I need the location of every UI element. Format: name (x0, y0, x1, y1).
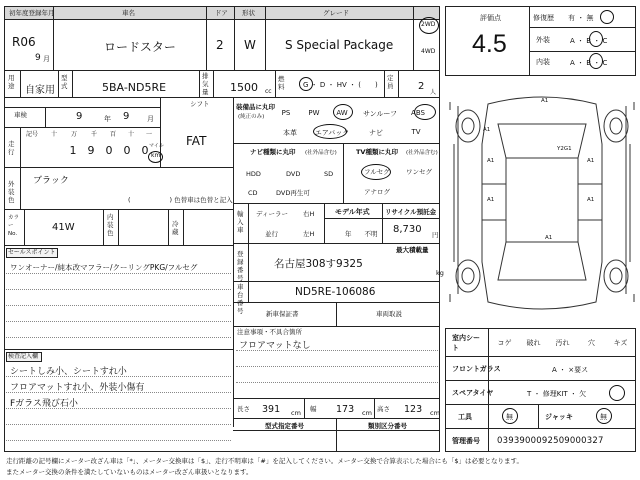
capacity-label: 定員 (387, 74, 394, 90)
width-label: 幅 (310, 405, 317, 413)
inspector-line-1: シートしみ小、シートすれ小 (10, 367, 127, 377)
inspection-year-unit: 年 (104, 115, 111, 123)
tools-value: 無 (506, 413, 513, 421)
chassis-label: 車台番号 (237, 283, 244, 315)
exterior-b-circle (589, 31, 603, 47)
door-label: ドア (215, 9, 228, 17)
vehicle-manual: 車両取説 (376, 310, 402, 318)
notes-label: 注意事項・不具合箇所 (237, 328, 302, 336)
abs-circle (414, 104, 436, 120)
inspector-line-3: Fガラス飛び石小 (10, 399, 78, 409)
diagram-mark: A1 (487, 158, 495, 164)
seat-item: 破れ (526, 339, 541, 347)
navi-cd: CD (248, 189, 258, 197)
equipment-label: 装備品に丸印 (236, 103, 275, 111)
model-value: 5BA-ND5RE (102, 81, 167, 94)
import-left: 左H (303, 230, 315, 238)
color-no-label: カラーNo. (8, 215, 20, 237)
repair-opts: 有 ・ 無 (568, 14, 594, 22)
equip-leather: 本革 (283, 129, 297, 137)
navi-label: ナビ種類に丸印 (250, 148, 296, 156)
mile-label: マイル (149, 143, 164, 149)
shape-label: 形状 (242, 9, 255, 17)
cc-unit: cc (265, 88, 272, 95)
length-value: 391 (262, 404, 281, 415)
interior-color-label: 内装色 (107, 213, 114, 237)
fuel-options: G ・ D ・ HV ・ ( ) (303, 81, 378, 89)
equipment-row-2 (272, 128, 440, 138)
digit-header-4: 百 (109, 131, 116, 138)
first-reg-label: 初年度登録年月 (9, 9, 55, 17)
digit-header-5: 十 (127, 131, 134, 138)
mileage-label: 走行 (8, 140, 15, 156)
height-label: 高さ (377, 405, 390, 413)
seat-label: 室内シート (452, 334, 480, 352)
displacement-value: 1500 (230, 81, 258, 94)
seat-item: コゲ (497, 339, 512, 347)
grade-label: グレード (323, 9, 349, 17)
seat-item: 穴 (588, 339, 595, 347)
new-car-warranty: 新車保証書 (266, 310, 299, 318)
model-year-value: 年 不明 (345, 230, 378, 238)
yen-unit: 円 (432, 231, 439, 239)
cooler-label: 冷蔵 (172, 220, 179, 236)
interior-b-circle (589, 53, 603, 69)
tv-analog: アナログ (364, 188, 390, 196)
first-reg-month-unit: 月 (43, 55, 50, 63)
equipment-sublabel: (純正のみ) (238, 114, 265, 120)
drive-2wd: 2WD (421, 21, 436, 28)
chassis-value: ND5RE-106086 (295, 286, 376, 298)
capacity-unit: 人 (430, 89, 437, 96)
type-number-label: 型式指定番号 (265, 422, 304, 430)
diagram-mark: A1 (587, 158, 595, 164)
use-value: 自家用 (25, 85, 55, 96)
equip-ps: PS (281, 109, 291, 117)
inspector-label: 検査記入欄 (8, 353, 39, 360)
equip-tv: TV (411, 128, 421, 136)
inspection-month: 9 (123, 111, 130, 122)
kg-unit: kg (436, 269, 444, 277)
navi-sub: (社外品含む) (305, 150, 337, 156)
seat-item: キズ (613, 339, 628, 347)
width-unit: cm (362, 409, 372, 417)
first-reg-month: 9 (35, 53, 41, 63)
aw-circle (333, 104, 353, 120)
notes-text: フロアマットなし (239, 341, 311, 351)
shift-value: FAT (186, 134, 207, 148)
mileage-digits (64, 144, 154, 157)
height-unit: cm (430, 409, 440, 417)
mgmt-label: 管理番号 (452, 437, 480, 445)
diagram-mark: A1 (541, 98, 549, 104)
diagram-mark: A1 (487, 197, 495, 203)
import-label: 輸入車 (237, 210, 244, 234)
first-reg-year: R06 (12, 35, 36, 49)
shift-label: シフト (190, 100, 210, 108)
mileage-digit: 0 (141, 144, 149, 157)
interior-grade-label: 内装 (536, 58, 550, 66)
color-no-value: 41W (52, 222, 75, 233)
mileage-digit: 0 (123, 144, 131, 157)
spare-value: T ・ 修理KIT ・ 欠 (527, 390, 587, 398)
tv-oneseg: ワンセグ (406, 168, 432, 176)
shape: W (244, 38, 256, 52)
repair-label: 修復歴 (533, 14, 554, 22)
seat-item: 汚れ (555, 339, 570, 347)
model-year-label: モデル年式 (335, 208, 370, 216)
equip-airbag: エアバック (314, 129, 350, 137)
mileage-digit: 1 (69, 144, 77, 157)
sales-point-label: セールスポイント (8, 249, 56, 256)
import-parallel: 並行 (265, 230, 278, 238)
navi-dvd-play: DVD再生可 (276, 189, 310, 197)
airbag-circle (313, 124, 347, 139)
inspection-label: 車検 (14, 111, 27, 119)
length-label: 長さ (237, 405, 250, 413)
model-label: 型式 (61, 74, 68, 90)
seat-items (490, 338, 636, 348)
navi-dvd: DVD (286, 170, 301, 178)
jack-label: ジャッキ (545, 413, 573, 421)
width-value: 173 (336, 404, 355, 415)
exterior-label: 外装色 (8, 180, 15, 204)
spare-missing-circle (609, 385, 625, 401)
interior-grade-opts: A ・ B ・ C (570, 59, 608, 67)
plate-label: 登録番号 (237, 250, 244, 282)
tools-label: 工具 (458, 413, 472, 421)
diagram-mark: A1 (483, 127, 491, 133)
footer-line-1: 走行距離の記号欄にメーター改ざん車は「*」、メーター交換車は「$」、走行不明車は「#」を記入してください。メーター交換で合算表示した場合にも「$」は必要となります。 (6, 457, 523, 465)
km-label: km (151, 152, 161, 159)
jack-value: 無 (600, 413, 607, 421)
capacity-value: 2 (418, 81, 425, 92)
equip-aw: AW (336, 109, 348, 117)
height-value: 123 (404, 404, 423, 415)
import-dealer: ディーラー (256, 210, 288, 218)
inspection-month-unit: 月 (147, 115, 154, 123)
equip-abs: ABS (411, 109, 425, 117)
navi-sd: SD (324, 170, 334, 178)
exterior-grade-opts: A ・ B ・ C (570, 37, 608, 45)
navi-hdd: HDD (246, 170, 261, 178)
diagram-mark: A1 (587, 197, 595, 203)
max-load-label: 最大積載量 (396, 246, 429, 254)
recycle-label: リサイクル預託金 (385, 208, 437, 216)
glass-value: A ・ ×要ス (552, 366, 589, 374)
doors: 2 (216, 38, 224, 52)
car-name: ロードスター (104, 40, 176, 54)
inspector-line-2: フロアマットすれ小、外装小傷有 (10, 383, 145, 393)
equip-navi: ナビ (369, 129, 383, 137)
footer-line-2: またメーター交換の条件を満たしていないものはメーター改ざん車扱いとなります。 (6, 468, 253, 476)
exterior-color: ブラック (33, 176, 69, 186)
tv-sub: (社外品含む) (406, 150, 438, 156)
mileage-digit-headers (20, 129, 160, 137)
equip-pw: PW (308, 109, 320, 117)
score-value: 4.5 (472, 30, 507, 58)
spare-label: スペアタイヤ (452, 389, 494, 397)
tv-label: TV種類に丸印 (356, 148, 398, 156)
digit-header-6: 一 (145, 131, 152, 138)
repair-none-circle (600, 10, 614, 24)
sales-point-text: ワンオーナー/純本改マフラー/クーリングPKG/フルセグ (10, 263, 198, 272)
digit-header-1: 十 (50, 131, 57, 138)
inspection-year: 9 (76, 111, 83, 122)
car-name-label: 車名 (122, 9, 135, 17)
drive-4wd: 4WD (421, 48, 436, 55)
digit-header-0: 記号 (25, 131, 38, 138)
tv-fullseg: フルセグ (364, 168, 390, 176)
mgmt-value: 0393900092509000327 (497, 436, 604, 446)
digit-header-2: 万 (70, 131, 77, 138)
diagram-mark: A1 (545, 235, 553, 241)
class-number-label: 類別区分番号 (368, 422, 407, 430)
exterior-note: ( ) 色替車は色替と記入 (128, 196, 233, 204)
mileage-digit: 0 (105, 144, 113, 157)
equip-sunroof: サンルーフ (362, 110, 398, 118)
exterior-grade-label: 外装 (536, 36, 550, 44)
mileage-digit: 9 (87, 144, 95, 157)
grade: S Special Package (285, 38, 394, 52)
use-label: 用途 (8, 74, 15, 90)
length-unit: cm (291, 409, 301, 417)
recycle-value: 8,730 (393, 224, 422, 235)
plate-value: 名古屋308す9325 (274, 258, 363, 270)
import-right: 右H (303, 210, 315, 218)
diagram-mark: Y2G1 (557, 146, 572, 152)
score-label: 評価点 (480, 14, 501, 22)
car-body-diagram (448, 84, 636, 322)
fuel-label: 燃料 (278, 75, 285, 91)
glass-label: フロントガラス (452, 365, 501, 373)
displacement-label: 排気量 (202, 72, 209, 96)
digit-header-3: 千 (90, 131, 97, 138)
